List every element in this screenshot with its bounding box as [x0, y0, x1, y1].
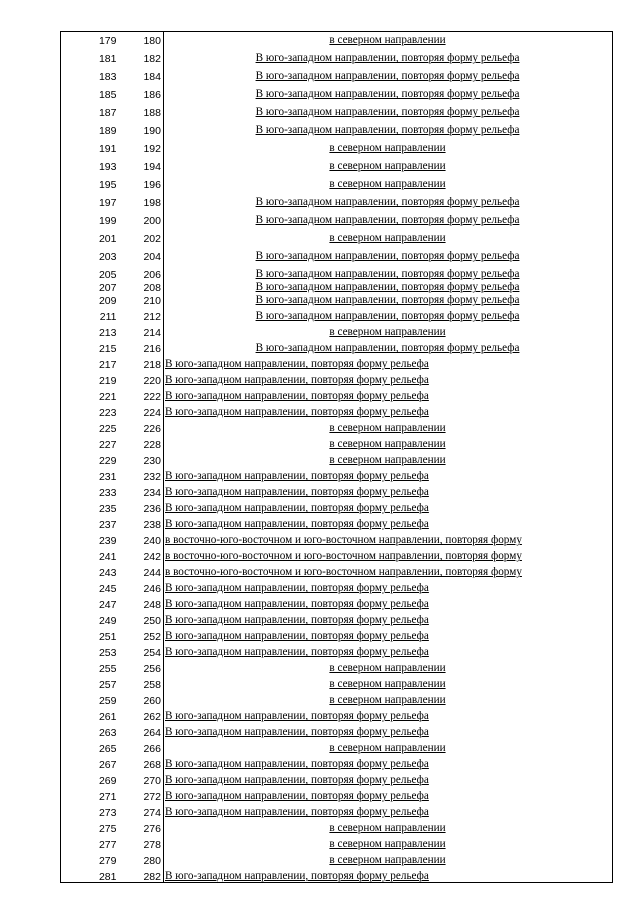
table-row	[61, 595, 613, 611]
table-row	[61, 355, 613, 371]
table-body	[61, 32, 613, 883]
direction-description: В юго-западном направлении, повторяя форму рельефа	[164, 755, 613, 771]
direction-description: В юго-западном направлении, повторяя форму рельефа	[164, 787, 613, 803]
direction-description: в северном направлении	[164, 137, 613, 155]
direction-description: В юго-западном направлении, повторяя форму рельефа	[164, 771, 613, 787]
direction-description: В юго-западном направлении, повторяя форму рельефа	[164, 867, 613, 883]
point-from: 191	[61, 137, 119, 155]
point-from: 233	[61, 483, 119, 499]
table-row	[61, 867, 613, 883]
table-row	[61, 101, 613, 119]
point-to: 214	[119, 323, 164, 339]
direction-description: в северном направлении	[164, 691, 613, 707]
direction-description: в северном направлении	[164, 173, 613, 191]
point-from: 271	[61, 787, 119, 803]
table-row	[61, 371, 613, 387]
point-to: 254	[119, 643, 164, 659]
direction-description: В юго-западном направлении, повторяя форму рельефа	[164, 294, 613, 307]
table-row	[61, 65, 613, 83]
table-row	[61, 32, 613, 47]
point-to: 234	[119, 483, 164, 499]
point-from: 255	[61, 659, 119, 675]
direction-description: В юго-западном направлении, повторяя форму рельефа	[164, 707, 613, 723]
direction-description: в восточно-юго-восточном и юго-восточном направлении, повторяя форму	[164, 547, 613, 563]
point-from: 193	[61, 155, 119, 173]
direction-description: В юго-западном направлении, повторяя форму рельефа	[164, 643, 613, 659]
table-row	[61, 579, 613, 595]
point-to: 224	[119, 403, 164, 419]
table-row	[61, 771, 613, 787]
point-to: 268	[119, 755, 164, 771]
point-from: 231	[61, 467, 119, 483]
direction-description: В юго-западном направлении, повторяя форму рельефа	[164, 499, 613, 515]
table-row	[61, 281, 613, 294]
point-to: 256	[119, 659, 164, 675]
direction-description: В юго-западном направлении, повторяя форму рельефа	[164, 191, 613, 209]
direction-description: в северном направлении	[164, 659, 613, 675]
point-from: 181	[61, 47, 119, 65]
point-to: 250	[119, 611, 164, 627]
direction-description: В юго-западном направлении, повторяя форму рельефа	[164, 281, 613, 294]
point-to: 218	[119, 355, 164, 371]
point-to: 186	[119, 83, 164, 101]
table-row	[61, 707, 613, 723]
direction-description: в северном направлении	[164, 451, 613, 467]
point-to: 246	[119, 579, 164, 595]
point-to: 276	[119, 819, 164, 835]
table-row	[61, 339, 613, 355]
point-from: 235	[61, 499, 119, 515]
point-to: 252	[119, 627, 164, 643]
table-row	[61, 755, 613, 771]
point-to: 264	[119, 723, 164, 739]
point-from: 227	[61, 435, 119, 451]
point-to: 194	[119, 155, 164, 173]
table-row	[61, 643, 613, 659]
point-to: 210	[119, 294, 164, 307]
table-row	[61, 547, 613, 563]
point-from: 277	[61, 835, 119, 851]
point-from: 267	[61, 755, 119, 771]
point-from: 219	[61, 371, 119, 387]
point-from: 189	[61, 119, 119, 137]
table-row	[61, 191, 613, 209]
table-row	[61, 83, 613, 101]
point-from: 195	[61, 173, 119, 191]
table-row	[61, 451, 613, 467]
table-row	[61, 307, 613, 323]
direction-description: В юго-западном направлении, повторяя форму рельефа	[164, 339, 613, 355]
table-row	[61, 47, 613, 65]
point-from: 203	[61, 245, 119, 263]
point-from: 217	[61, 355, 119, 371]
point-to: 262	[119, 707, 164, 723]
table-row	[61, 819, 613, 835]
table-row	[61, 419, 613, 435]
direction-description: в северном направлении	[164, 851, 613, 867]
direction-description: В юго-западном направлении, повторяя форму рельефа	[164, 307, 613, 323]
direction-description: в восточно-юго-восточном и юго-восточном направлении, повторяя форму	[164, 531, 613, 547]
point-from: 197	[61, 191, 119, 209]
table-row	[61, 155, 613, 173]
point-from: 185	[61, 83, 119, 101]
point-from: 249	[61, 611, 119, 627]
point-from: 215	[61, 339, 119, 355]
direction-description: В юго-западном направлении, повторяя форму рельефа	[164, 65, 613, 83]
point-to: 188	[119, 101, 164, 119]
point-to: 228	[119, 435, 164, 451]
direction-description: В юго-западном направлении, повторяя форму рельефа	[164, 209, 613, 227]
table-row	[61, 294, 613, 307]
table-row	[61, 323, 613, 339]
point-to: 248	[119, 595, 164, 611]
point-to: 202	[119, 227, 164, 245]
table-row	[61, 263, 613, 281]
point-to: 230	[119, 451, 164, 467]
point-from: 211	[61, 307, 119, 323]
direction-description: в северном направлении	[164, 819, 613, 835]
point-from: 241	[61, 547, 119, 563]
direction-description: В юго-западном направлении, повторяя форму рельефа	[164, 403, 613, 419]
point-from: 201	[61, 227, 119, 245]
point-from: 221	[61, 387, 119, 403]
point-to: 182	[119, 47, 164, 65]
point-to: 266	[119, 739, 164, 755]
direction-description: В юго-западном направлении, повторяя форму рельефа	[164, 83, 613, 101]
table-row	[61, 531, 613, 547]
table-row	[61, 659, 613, 675]
table-row	[61, 627, 613, 643]
point-to: 204	[119, 245, 164, 263]
boundary-table	[60, 31, 613, 883]
point-from: 209	[61, 294, 119, 307]
direction-description: В юго-западном направлении, повторяя форму рельефа	[164, 47, 613, 65]
point-from: 245	[61, 579, 119, 595]
point-to: 280	[119, 851, 164, 867]
direction-description: В юго-западном направлении, повторяя форму рельефа	[164, 595, 613, 611]
table-row	[61, 787, 613, 803]
direction-description: В юго-западном направлении, повторяя форму рельефа	[164, 355, 613, 371]
point-to: 190	[119, 119, 164, 137]
point-to: 212	[119, 307, 164, 323]
point-from: 275	[61, 819, 119, 835]
table-row	[61, 723, 613, 739]
point-to: 184	[119, 65, 164, 83]
table-row	[61, 119, 613, 137]
table-row	[61, 851, 613, 867]
point-to: 200	[119, 209, 164, 227]
point-to: 244	[119, 563, 164, 579]
point-from: 269	[61, 771, 119, 787]
point-from: 273	[61, 803, 119, 819]
point-to: 274	[119, 803, 164, 819]
point-to: 240	[119, 531, 164, 547]
direction-description: В юго-западном направлении, повторяя форму рельефа	[164, 119, 613, 137]
point-from: 251	[61, 627, 119, 643]
direction-description: в северном направлении	[164, 227, 613, 245]
point-from: 183	[61, 65, 119, 83]
table-row	[61, 467, 613, 483]
point-to: 242	[119, 547, 164, 563]
point-to: 208	[119, 281, 164, 294]
table-row	[61, 209, 613, 227]
table-row	[61, 691, 613, 707]
table-row	[61, 675, 613, 691]
point-to: 238	[119, 515, 164, 531]
point-to: 192	[119, 137, 164, 155]
direction-description: В юго-западном направлении, повторяя форму рельефа	[164, 245, 613, 263]
point-to: 226	[119, 419, 164, 435]
direction-description: в северном направлении	[164, 435, 613, 451]
point-from: 187	[61, 101, 119, 119]
table-row	[61, 137, 613, 155]
point-from: 257	[61, 675, 119, 691]
point-from: 261	[61, 707, 119, 723]
table-row	[61, 173, 613, 191]
point-from: 207	[61, 281, 119, 294]
table-row	[61, 563, 613, 579]
table-row	[61, 227, 613, 245]
point-to: 206	[119, 263, 164, 281]
table-row	[61, 387, 613, 403]
point-from: 243	[61, 563, 119, 579]
direction-description: в северном направлении	[164, 32, 613, 47]
table-row	[61, 611, 613, 627]
table-row	[61, 739, 613, 755]
direction-description: В юго-западном направлении, повторяя форму рельефа	[164, 387, 613, 403]
point-from: 263	[61, 723, 119, 739]
point-from: 213	[61, 323, 119, 339]
table-row	[61, 245, 613, 263]
table-row	[61, 803, 613, 819]
point-from: 205	[61, 263, 119, 281]
direction-description: В юго-западном направлении, повторяя форму рельефа	[164, 611, 613, 627]
point-from: 199	[61, 209, 119, 227]
direction-description: в северном направлении	[164, 323, 613, 339]
direction-description: В юго-западном направлении, повторяя форму рельефа	[164, 515, 613, 531]
direction-description: В юго-западном направлении, повторяя форму рельефа	[164, 579, 613, 595]
point-to: 278	[119, 835, 164, 851]
direction-description: в северном направлении	[164, 675, 613, 691]
point-to: 282	[119, 867, 164, 883]
point-to: 196	[119, 173, 164, 191]
direction-description: в северном направлении	[164, 739, 613, 755]
point-from: 223	[61, 403, 119, 419]
point-from: 259	[61, 691, 119, 707]
table-row	[61, 403, 613, 419]
direction-description: В юго-западном направлении, повторяя форму рельефа	[164, 371, 613, 387]
direction-description: В юго-западном направлении, повторяя форму рельефа	[164, 803, 613, 819]
point-from: 281	[61, 867, 119, 883]
direction-description: В юго-западном направлении, повторяя форму рельефа	[164, 101, 613, 119]
point-to: 236	[119, 499, 164, 515]
table-row	[61, 515, 613, 531]
point-to: 232	[119, 467, 164, 483]
point-from: 237	[61, 515, 119, 531]
point-to: 270	[119, 771, 164, 787]
direction-description: в северном направлении	[164, 419, 613, 435]
direction-description: В юго-западном направлении, повторяя форму рельефа	[164, 263, 613, 281]
direction-description: в северном направлении	[164, 155, 613, 173]
direction-description: в северном направлении	[164, 835, 613, 851]
direction-description: В юго-западном направлении, повторяя форму рельефа	[164, 467, 613, 483]
point-to: 260	[119, 691, 164, 707]
point-from: 279	[61, 851, 119, 867]
table-row	[61, 499, 613, 515]
direction-description: В юго-западном направлении, повторяя форму рельефа	[164, 483, 613, 499]
point-to: 272	[119, 787, 164, 803]
point-from: 229	[61, 451, 119, 467]
point-from: 239	[61, 531, 119, 547]
direction-description: В юго-западном направлении, повторяя форму рельефа	[164, 627, 613, 643]
point-to: 180	[119, 32, 164, 47]
direction-description: В юго-западном направлении, повторяя форму рельефа	[164, 723, 613, 739]
point-from: 253	[61, 643, 119, 659]
point-to: 222	[119, 387, 164, 403]
point-to: 258	[119, 675, 164, 691]
direction-description: в восточно-юго-восточном и юго-восточном направлении, повторяя форму	[164, 563, 613, 579]
table-row	[61, 483, 613, 499]
point-from: 179	[61, 32, 119, 47]
point-to: 216	[119, 339, 164, 355]
point-from: 247	[61, 595, 119, 611]
point-to: 198	[119, 191, 164, 209]
point-from: 265	[61, 739, 119, 755]
point-from: 225	[61, 419, 119, 435]
point-to: 220	[119, 371, 164, 387]
table-row	[61, 435, 613, 451]
table-row	[61, 835, 613, 851]
